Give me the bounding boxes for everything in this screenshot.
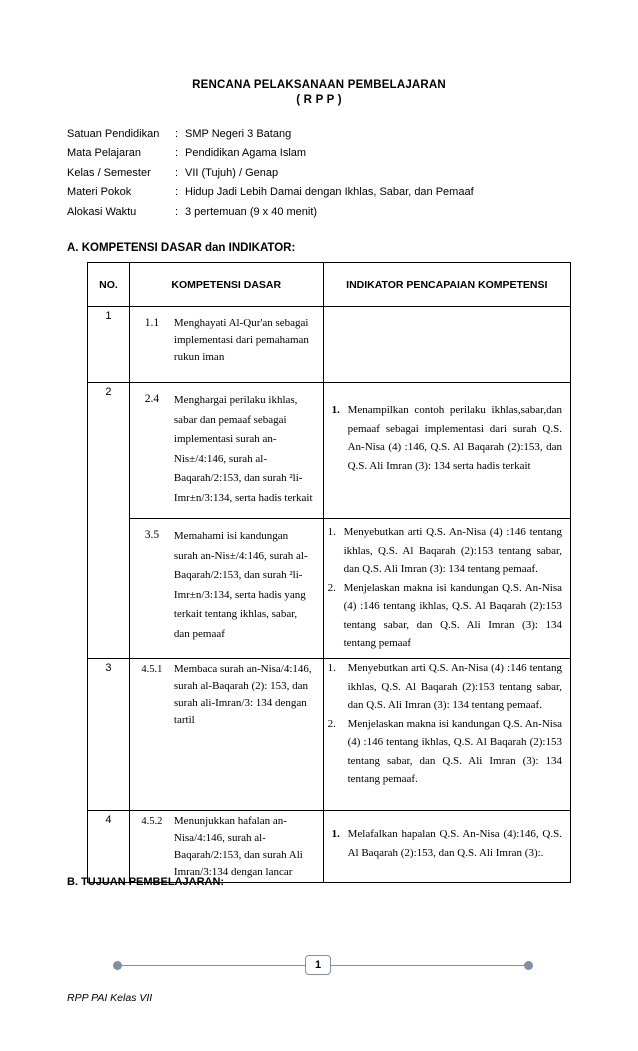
indikator-cell (323, 307, 570, 383)
header-no: NO. (88, 263, 130, 307)
indikator-item (332, 401, 562, 475)
item-text: Menyebutkan arti Q.S. An-Nisa (4) :146 tentang ikhlas, Q.S. Al Baqarah (2):153 tentang sabar, dan Q.S. Ali Imran (3): 134 tentang pemaaf. (347, 662, 562, 711)
kd-cell (129, 811, 323, 883)
colon: : (175, 127, 179, 140)
kd-cell (129, 307, 323, 383)
competency-table (87, 262, 571, 883)
info-label: Alokasi Waktu (67, 205, 137, 218)
indikator-cell (323, 383, 570, 519)
kd-text: Memahami isi kandungan surah an-Nis±/4:146, surah al-Baqarah/2:153, dan surah ²li-Imr±n/3:134, serta hadis yang terkait tentang ikhlas, sabar, dan pemaaf (173, 530, 308, 640)
row-number: 1 (88, 307, 130, 383)
title-line-1: RENCANA PELAKSANAAN PEMBELAJARAN (192, 79, 446, 91)
colon: : (175, 205, 179, 218)
item-text: Menjelaskan makna isi kandungan Q.S. An-Nisa (4) :146 tentang ikhlas, Q.S. Al Baqarah (2):153 tentang sabar, dan Q.S. Ali Imran (3): 134 tentang pemaaf (343, 581, 562, 649)
header-kompetensi-dasar: KOMPETENSI DASAR (129, 263, 323, 307)
row-number: 3 (88, 659, 130, 811)
info-row (67, 124, 627, 144)
info-label: Mata Pelajaran (67, 147, 141, 160)
document-title (0, 78, 638, 108)
item-number: 1. (331, 404, 340, 416)
kd-text: Menghargai perilaku ikhlas, sabar dan pemaaf sebagai implementasi surah an-Nis±/4:146, surah al-Baqarah/2:153, dan surah ²li-Imr±n/3:134, serta hadis terkait (173, 394, 313, 504)
row-number: 2 (88, 383, 130, 519)
indikator-cell (323, 519, 570, 659)
info-value: VII (Tujuh) / Genap (185, 166, 279, 179)
item-text: Melafalkan hapalan Q.S. An-Nisa (4):146, Q.S. Al Baqarah (2):153, dan Q.S. Ali Imran (3):. (347, 828, 562, 859)
info-label: Kelas / Semester (67, 166, 151, 179)
table-header-row (88, 263, 571, 307)
info-label: Satuan Pendidikan (67, 127, 160, 140)
indikator-item (328, 523, 562, 579)
item-number: 1. (327, 526, 336, 538)
table-row (88, 519, 571, 659)
table-row (88, 659, 571, 811)
info-row (67, 163, 627, 183)
item-number: 1. (331, 828, 340, 840)
footer-divider-dot-right (524, 961, 533, 970)
item-number: 1. (327, 662, 336, 674)
info-value: Pendidikan Agama Islam (185, 147, 307, 160)
header-indikator: INDIKATOR PENCAPAIAN KOMPETENSI (323, 263, 570, 307)
kd-number: 2.4 (144, 393, 160, 405)
section-a-heading: A. KOMPETENSI DASAR dan INDIKATOR: (67, 242, 296, 254)
footer-divider-dot-left (113, 961, 122, 970)
table-row (88, 307, 571, 383)
info-row (67, 183, 627, 203)
info-row (67, 202, 627, 222)
info-value: 3 pertemuan (9 x 40 menit) (185, 205, 318, 218)
item-text: Menyebutkan arti Q.S. An-Nisa (4) :146 tentang ikhlas, Q.S. Al Baqarah (2):153 tentang sabar, dan Q.S. Ali Imran (3): 134 tentang pemaaf. (343, 526, 562, 575)
kd-number: 4.5.1 (141, 664, 163, 675)
indikator-item (328, 579, 562, 653)
row-number (88, 519, 130, 659)
colon: : (175, 186, 179, 199)
row-number: 4 (88, 811, 130, 883)
table-row (88, 811, 571, 883)
footer-doc-label: RPP PAI Kelas VII (67, 992, 153, 1004)
colon: : (175, 147, 179, 160)
kd-cell (129, 659, 323, 811)
indikator-cell (323, 811, 570, 883)
item-text: Menjelaskan makna isi kandungan Q.S. An-Nisa (4) :146 tentang ikhlas, Q.S. Al Baqarah (2):153 tentang sabar, dan Q.S. Ali Imran (3): 134 tentang pemaaf. (347, 717, 562, 785)
kd-text: Menghayati Al-Qur'an sebagai implementasi dari pemahaman rukun iman (173, 317, 309, 363)
kd-number: 4.5.2 (141, 816, 163, 827)
indikator-item (328, 659, 562, 715)
info-row (67, 144, 627, 164)
table-row (88, 383, 571, 519)
title-line-2: ( R P P ) (296, 94, 342, 106)
kd-cell (129, 383, 323, 519)
kd-text: Menunjukkan hafalan an-Nisa/4:146, surah al-Baqarah/2:153, dan surah Ali Imran/3:134 dengan lancar (173, 815, 303, 878)
identity-block (67, 124, 627, 222)
section-b-heading: B. TUJUAN PEMBELAJARAN: (67, 876, 225, 888)
info-value: Hidup Jadi Lebih Damai dengan Ikhlas, Sabar, dan Pemaaf (185, 186, 474, 199)
indikator-item (328, 715, 562, 789)
item-text: Menampilkan contoh perilaku ikhlas,sabar,dan pemaaf sebagai implementasi dari surah Q.S. An-Nisa (4) :146, Q.S. Al Baqarah (2):153, dan Q.S. Ali Imran (3): 134 serta hadis terkait (347, 404, 562, 472)
indikator-cell (323, 659, 570, 811)
kd-text: Membaca surah an-Nisa/4:146, surah al-Baqarah (2): 153, dan surah ali-Imran/3: 134 dengan tartil (173, 663, 312, 726)
info-value: SMP Negeri 3 Batang (185, 127, 292, 140)
info-label: Materi Pokok (67, 186, 132, 199)
item-number: 2. (327, 717, 336, 730)
kd-number: 3.5 (144, 529, 160, 541)
indikator-item (332, 825, 562, 862)
item-number: 2. (327, 581, 336, 594)
colon: : (175, 166, 179, 179)
kd-number: 1.1 (144, 317, 160, 329)
page-number: 1 (305, 955, 331, 975)
kd-cell (129, 519, 323, 659)
